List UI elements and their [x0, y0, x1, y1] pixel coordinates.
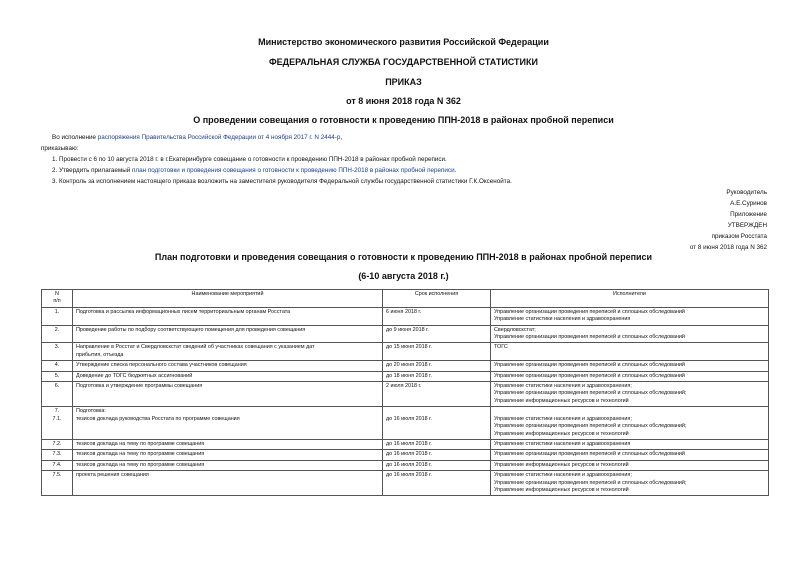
row-number: 5.: [42, 371, 73, 381]
row-number: 7. 7.1.: [42, 407, 73, 440]
table-row: [42, 307, 769, 325]
row-number: 7.4.: [42, 460, 73, 470]
approved-label: УТВЕРЖДЕН: [727, 222, 767, 229]
plan-dates: (6-10 августа 2018 г.): [358, 271, 449, 281]
table-row: [42, 343, 769, 361]
preamble: [52, 134, 342, 141]
item-1: 1. Провести с 6 по 10 августа 2018 г. в г.Екатеринбурге совещание о готовности к проведению ППН-2018 в районах пробной переписи.: [52, 156, 447, 163]
table-header-row: [42, 290, 769, 308]
row-executors: Управление организации проведения переписей и сплошных обследований: [491, 450, 769, 460]
row-executors: Управление информационных ресурсов и технологий: [491, 460, 769, 470]
row-activity: тезисов доклада на тему по программе совещания: [73, 450, 383, 460]
header-deadline: Срок исполнения: [383, 290, 491, 308]
table-body: [42, 307, 769, 496]
appendix-label: Приложение: [730, 211, 767, 218]
plan-link[interactable]: план подготовки и проведения совещания о готовности к проведению ППН-2018 в районах пробной переписи: [132, 167, 455, 174]
doc-type-heading: ПРИКАЗ: [385, 77, 422, 87]
row-deadline: до 16 июля 2018 г.: [383, 407, 491, 440]
table-row: [42, 407, 769, 440]
row-number: 7.2.: [42, 439, 73, 449]
signature-role: Руководитель: [726, 189, 767, 196]
row-executors: Управление организации проведения переписей и сплошных обследований Управление статистики населения и здравоохранения: [491, 307, 769, 325]
row-executors: ТОГС: [491, 343, 769, 361]
row-deadline: до 16 июля 2018 г.: [383, 471, 491, 496]
row-number: 3.: [42, 343, 73, 361]
row-number: 4.: [42, 361, 73, 371]
row-deadline: до 9 июня 2018 г.: [383, 325, 491, 343]
table-row: [42, 460, 769, 470]
table-row: [42, 439, 769, 449]
row-executors: Управление организации проведения переписей и сплошных обследований: [491, 371, 769, 381]
table-row: [42, 371, 769, 381]
row-activity: проекта решения совещания: [73, 471, 383, 496]
row-deadline: 2 июля 2018 г.: [383, 382, 491, 407]
row-executors: Управление статистики населения и здравоохранения; Управление организации проведения переписей и сплошных обследований; Управление информационных ресурсов и технологий: [491, 471, 769, 496]
service-heading: ФЕДЕРАЛЬНАЯ СЛУЖБА ГОСУДАРСТВЕННОЙ СТАТИСТИКИ: [269, 57, 538, 67]
row-executors: Свердловскстат; Управление организации проведения переписей и сплошных обследований: [491, 325, 769, 343]
row-deadline: до 18 июня 2018 г.: [383, 371, 491, 381]
order-title: О проведении совещания о готовности к проведению ППН-2018 в районах пробной переписи: [193, 115, 614, 125]
row-deadline: до 15 июня 2018 г.: [383, 343, 491, 361]
row-deadline: до 16 июля 2018 г.: [383, 450, 491, 460]
row-activity: Подготовка: тезисов доклада руководства Росстата по программе совещания: [73, 407, 383, 440]
row-number: 7.3.: [42, 450, 73, 460]
row-activity: Подготовка и утверждение программы совещания: [73, 382, 383, 407]
row-activity: тезисов доклада на тему по программе совещания: [73, 460, 383, 470]
approved-date: от 8 июня 2018 года N 362: [689, 244, 767, 251]
preamble-prefix: Во исполнение: [52, 134, 98, 141]
row-deadline: 6 июня 2018 г.: [383, 307, 491, 325]
row-deadline: до 16 июля 2018 г.: [383, 439, 491, 449]
row-executors: Управление статистики населения и здравоохранения; Управление организации проведения переписей и сплошных обследований; Управление информационных ресурсов и технологий: [491, 382, 769, 407]
item-2: [52, 167, 456, 174]
header-number: N п/п: [42, 290, 73, 308]
item-2-prefix: 2. Утвердить прилагаемый: [52, 167, 133, 174]
row-activity: Проведение работы по подбору соответствующего помещения для проведения совещания: [73, 325, 383, 343]
item-3: 3. Контроль за исполнением настоящего приказа возложить на заместителя руководителя Федеральной службы государственной статистики Г.К.Оксенойта.: [52, 178, 512, 185]
order-date: от 8 июня 2018 года N 362: [346, 96, 461, 106]
header-activity: Наименование мероприятий: [73, 290, 383, 308]
row-number: 6.: [42, 382, 73, 407]
row-deadline: до 16 июля 2018 г.: [383, 460, 491, 470]
row-executors: Управление организации проведения переписей и сплошных обследований: [491, 361, 769, 371]
government-order-link[interactable]: распоряжения Правительства Российской Федерации от 4 ноября 2017 г. N 2444-р: [97, 134, 341, 141]
ministry-heading: Министерство экономического развития Российской Федерации: [258, 37, 549, 47]
row-deadline: до 20 июня 2018 г.: [383, 361, 491, 371]
row-activity: Утверждение списка персонального состава участников совещания: [73, 361, 383, 371]
table-row: [42, 325, 769, 343]
table-row: [42, 471, 769, 496]
table-row: [42, 450, 769, 460]
header-executors: Исполнители: [491, 290, 769, 308]
plan-table: [41, 289, 769, 496]
row-number: 7.5.: [42, 471, 73, 496]
order-word: приказываю:: [41, 145, 79, 152]
row-number: 1.: [42, 307, 73, 325]
signature-name: А.Е.Суринов: [730, 200, 767, 207]
item-2-suffix: .: [454, 167, 457, 174]
row-executors: Управление статистики населения и здравоохранения; Управление организации проведения переписей и сплошных обследований; Управление информационных ресурсов и технологий: [491, 407, 769, 440]
table-row: [42, 382, 769, 407]
row-executors: Управление статистики населения и здравоохранения: [491, 439, 769, 449]
row-number: 2.: [42, 325, 73, 343]
preamble-suffix: ,: [340, 134, 343, 141]
approved-by: приказом Росстата: [711, 233, 767, 240]
table-row: [42, 361, 769, 371]
plan-title: План подготовки и проведения совещания о готовности к проведению ППН-2018 в районах пробной переписи: [154, 252, 653, 262]
row-activity: Доведение до ТОГС бюджетных ассигнований: [73, 371, 383, 381]
row-activity: Направление в Росстат и Свердловскстат сведений об участниках совещания с указанием дат прибытия, отъезда: [73, 343, 383, 361]
row-activity: Подготовка и рассылка информационных писем территориальным органам Росстата: [73, 307, 383, 325]
row-activity: тезисов доклада на тему по программе совещания: [73, 439, 383, 449]
